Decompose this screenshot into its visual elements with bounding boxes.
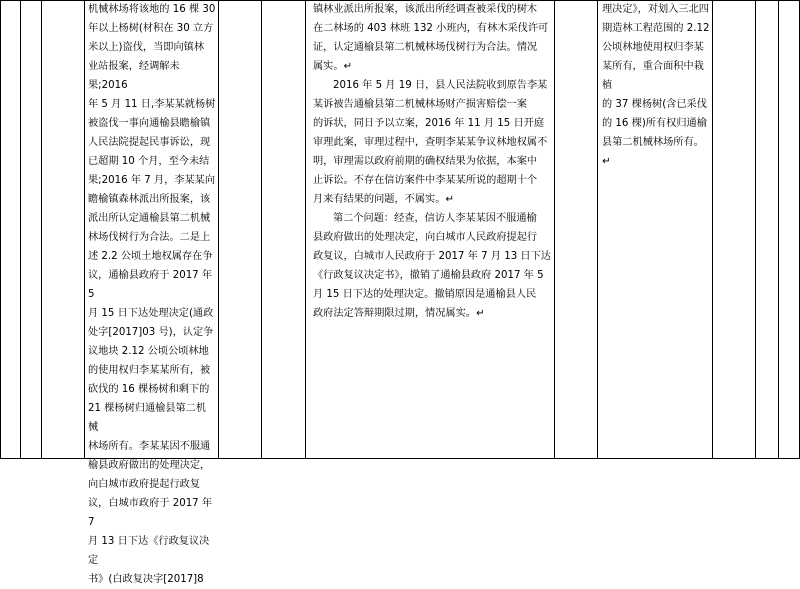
text-line: 《行政复议决定书》，撤销了通榆县政府 2017 年 5 [313, 270, 544, 281]
text-line: 机械林场将该地的 16 棵 30 [88, 4, 216, 15]
text-line: 处字[2017]03 号)，认定争 [88, 327, 214, 338]
text-line: 月 15 日下达的处理决定。撤销原因是通榆县人民 [313, 289, 537, 300]
table-border [261, 0, 262, 459]
text-line: 证，认定通榆县第二机械林场伐树行为合法。情况 [313, 42, 538, 53]
text-line: 林场伐树行为合法。二是上 [88, 232, 211, 243]
text-line: 的 37 棵杨树(含已采伐 [602, 99, 707, 110]
text-line: 议，白城市政府于 2017 年 7 [88, 498, 213, 528]
table-border [41, 0, 42, 459]
complaint-content-cell [88, 0, 216, 589]
text-line: 政府法定答辩期限过期，情况属实。↵ [313, 308, 485, 319]
text-line: 向白城市政府提起行政复 [88, 479, 201, 490]
text-line: 明，审理需以政府前期的确权结果为依据，本案中 [313, 156, 538, 167]
text-line: 派出所认定通榆县第二机械 [88, 213, 211, 224]
text-line: 年以上杨树(材积在 30 立方 [88, 23, 214, 34]
text-line: 某所有，重合面积中栽植 [602, 61, 704, 91]
text-line: 年 5 月 11 日,李某某就杨树 [88, 99, 216, 110]
text-line: 已超期 10 个月，至今未结 [88, 156, 210, 167]
text-line: 林场所有。李某某因不服通 [88, 441, 211, 452]
text-line: 止诉讼。不存在信访案件中李某某所说的超期十个 [313, 175, 538, 186]
text-line: 属实。↵ [313, 61, 353, 72]
text-line: 书》(白政复决字[2017]8 [88, 574, 204, 585]
text-line: 述 2.2 公顷土地权属存在争 [88, 251, 213, 262]
text-line: 审理此案，审理过程中，查明李某某争议林地权属不 [313, 137, 548, 148]
text-line: 政复议，白城市人民政府于 2017 年 7 月 13 日下达 [313, 251, 551, 262]
table-border [84, 0, 85, 459]
text-line: 21 棵杨树归通榆县第二机械 [88, 403, 207, 433]
text-line: 业站报案，经调解未果;2016 [88, 61, 180, 91]
table-border [20, 0, 21, 459]
table-border [218, 0, 219, 459]
text-line: 在二林场的 403 林班 132 小班内，有林木采伐许可 [313, 23, 549, 34]
text-line: 月来有结果的问题，不属实。↵ [313, 194, 454, 205]
text-line: 人民法院提起民事诉讼，现 [88, 137, 211, 148]
text-line: 的使用权归李某某所有，被 [88, 365, 211, 376]
text-line: 理决定》，对划入三北四 [602, 4, 709, 15]
text-line: 米以上)盗伐，当即向镇林 [88, 42, 205, 53]
text-line: 被盗伐一事向通榆县瞻榆镇 [88, 118, 211, 129]
text-line: 瞻榆镇森林派出所报案，该 [88, 194, 211, 205]
table-border [712, 0, 713, 459]
text-line: 期造林工程范围的 2.12 [602, 23, 710, 34]
text-line: 县第二机械林场所有。↵ [602, 137, 704, 167]
table-border [778, 0, 779, 459]
text-line: 公顷林地使用权归李某 [602, 42, 704, 53]
text-line: 县政府做出的处理决定，向白城市人民政府提起行 [313, 232, 538, 243]
investigation-findings-cell [313, 0, 553, 323]
table-border [597, 0, 598, 459]
text-line: 的诉状，同日予以立案，2016 年 11 月 15 日开庭 [313, 118, 545, 129]
text-line: 议，通榆县政府于 2017 年 5 [88, 270, 213, 300]
text-line: 议地块 2.12 公顷公顷林地 [88, 346, 209, 357]
text-line: 某诉被告通榆县第二机械林场财产损害赔偿一案 [313, 99, 527, 110]
text-line: 第二个问题：经查，信访人李某某因不服通榆 [333, 213, 537, 224]
text-line: 果;2016 年 7 月，李某某向 [88, 175, 216, 186]
table-border [0, 0, 1, 459]
text-line: 的 16 棵)所有权归通榆 [602, 118, 707, 129]
text-line: 榆县政府做出的处理决定， [88, 460, 211, 471]
text-line: 镇林业派出所报案，该派出所经调查被采伐的树木 [313, 4, 538, 15]
table-border [755, 0, 756, 459]
text-line: 砍伐的 16 棵杨树和剩下的 [88, 384, 210, 395]
table-border [305, 0, 306, 459]
text-line: 2016 年 5 月 19 日，县人民法院收到原告李某 [333, 80, 548, 91]
text-line: 月 13 日下达《行政复议决定 [88, 536, 210, 566]
resolution-cell [602, 0, 711, 171]
table-border [554, 0, 555, 459]
text-line: 月 15 日下达处理决定(通政 [88, 308, 214, 319]
